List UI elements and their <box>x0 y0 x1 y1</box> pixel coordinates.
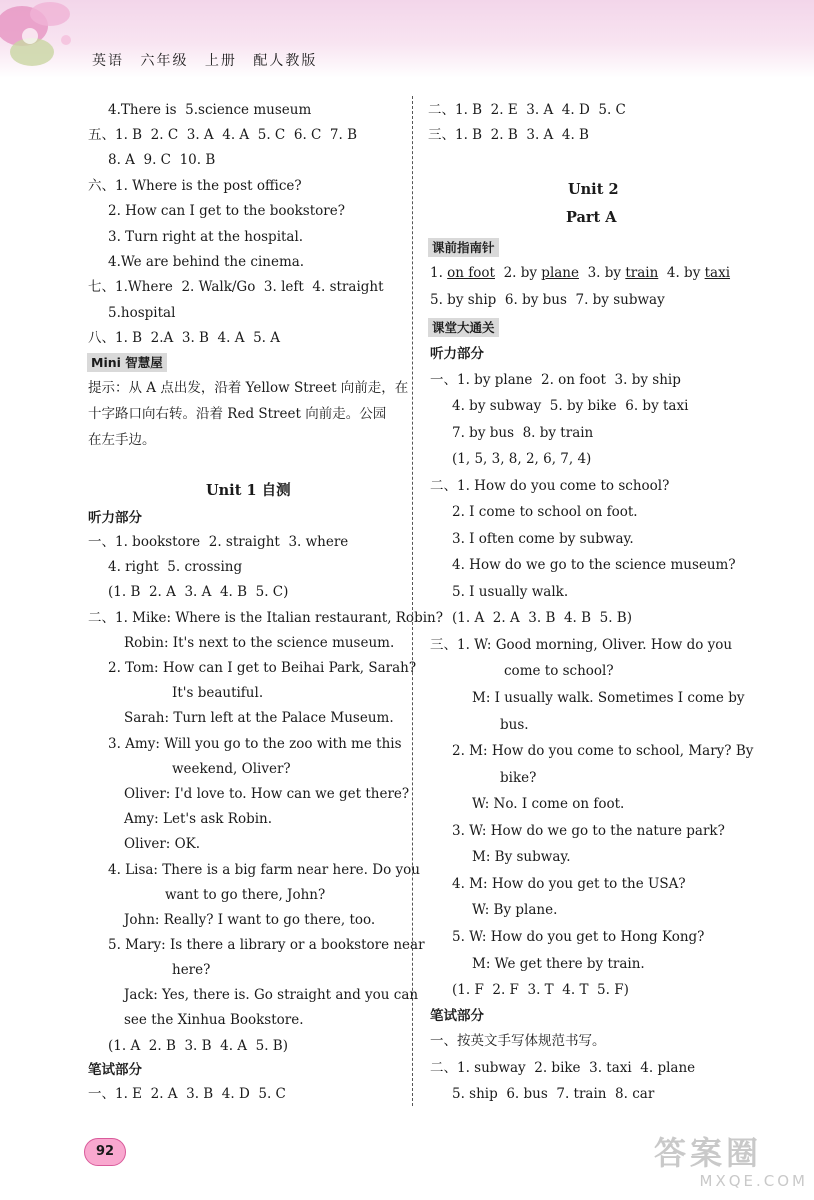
answer-line: 一、1. bookstore 2. straight 3. where <box>88 534 349 550</box>
answer-line: 4. by subway 5. by bike 6. by taxi <box>452 398 689 414</box>
underlined-answer: on foot <box>447 265 495 281</box>
answer-line: Sarah: Turn left at the Palace Museum. <box>124 710 394 726</box>
answer-line: 2. Tom: How can I get to Beihai Park, Sarah? <box>108 660 417 676</box>
answer-line: 4. right 5. crossing <box>108 559 243 575</box>
answer-prefix: 2. by <box>503 265 542 281</box>
answer-line: (1. F 2. F 3. T 4. T 5. F) <box>452 982 629 998</box>
answer-line: 听力部分 <box>88 510 142 526</box>
answer-line: M: By subway. <box>472 849 571 865</box>
answer-line: 7. by bus 8. by train <box>452 425 594 441</box>
answer-line: 笔试部分 <box>88 1062 142 1078</box>
answer-line: bus. <box>500 717 529 733</box>
answer-line: (1. B 2. A 3. A 4. B 5. C) <box>108 584 289 600</box>
answer-line: 一、1. E 2. A 3. B 4. D 5. C <box>88 1086 286 1102</box>
answer-line: 4.There is 5.science museum <box>108 102 312 118</box>
answer-line: see the Xinhua Bookstore. <box>124 1012 304 1028</box>
answer-line: M: We get there by train. <box>472 956 645 972</box>
answer-line: Unit 2 <box>568 181 619 198</box>
answer-line: 4. How do we go to the science museum? <box>452 557 736 573</box>
answer-line: 2. I come to school on foot. <box>452 504 638 520</box>
answer-line: 5. Mary: Is there a library or a bookstore near <box>108 937 425 953</box>
class-tag: 课堂大通关 <box>428 318 499 337</box>
answer-line: Part A <box>566 209 617 226</box>
answer-line: Oliver: OK. <box>124 836 201 852</box>
answer-line: 五、1. B 2. C 3. A 4. A 5. C 6. C 7. B <box>88 127 358 143</box>
answer-line: 8. A 9. C 10. B <box>108 152 216 168</box>
answer-line: Jack: Yes, there is. Go straight and you can <box>124 987 419 1003</box>
answer-line: 4. Lisa: There is a big farm near here. Do you <box>108 862 420 878</box>
answer-line: W: By plane. <box>472 902 558 918</box>
answer-line: Amy: Let's ask Robin. <box>124 811 273 827</box>
answer-line: 3. W: How do we go to the nature park? <box>452 823 725 839</box>
answer-line: 七、1.Where 2. Walk/Go 3. left 4. straight <box>88 279 384 295</box>
answer-line: 三、1. W: Good morning, Oliver. How do you <box>430 637 733 653</box>
answer-line: 2. M: How do you come to school, Mary? By <box>452 743 754 759</box>
answer-line: 3. I often come by subway. <box>452 531 634 547</box>
answer-prefix: 3. by <box>587 265 626 281</box>
underlined-answer: plane <box>541 265 579 281</box>
watermark <box>654 1134 808 1196</box>
answer-prefix: 1. <box>430 265 448 281</box>
answer-line: 5. I usually walk. <box>452 584 569 600</box>
answer-line: 六、1. Where is the post office? <box>88 178 302 194</box>
answer-line: 5. by ship 6. by bus 7. by subway <box>430 292 665 308</box>
answer-line: 提示：从 A 点出发，沿着 Yellow Street 向前走，在 <box>88 380 409 396</box>
answer-line: 5.hospital <box>108 305 176 321</box>
answer-line: here? <box>172 962 211 978</box>
answer-line: M: I usually walk. Sometimes I come by <box>472 690 745 706</box>
answer-line: bike? <box>500 770 537 786</box>
watermark-url: MXQE.COM <box>699 1172 808 1190</box>
preview-tag: 课前指南针 <box>428 238 499 257</box>
answer-line: 十字路口向右转。沿着 Red Street 向前走。公园 <box>88 406 387 422</box>
answer-line: It's beautiful. <box>172 685 264 701</box>
answer-line: 2. How can I get to the bookstore? <box>108 203 345 219</box>
answer-prefix: 4. by <box>666 265 705 281</box>
answer-line: 5. ship 6. bus 7. train 8. car <box>452 1086 655 1102</box>
underlined-answers-1 <box>430 264 739 282</box>
answer-line: 一、按英文手写体规范书写。 <box>430 1033 606 1049</box>
answer-line: 二、1. subway 2. bike 3. taxi 4. plane <box>430 1060 696 1076</box>
answer-line: 在左手边。 <box>88 432 156 448</box>
flower-decoration-icon <box>0 0 90 78</box>
mini-tag: Mini 智慧屋 <box>87 353 167 372</box>
answer-line: 八、1. B 2.A 3. B 4. A 5. A <box>88 330 280 346</box>
underlined-answer: train <box>625 265 659 281</box>
answer-line: 二、1. How do you come to school? <box>430 478 670 494</box>
answer-line: 三、1. B 2. B 3. A 4. B <box>428 127 589 143</box>
answer-line: Oliver: I'd love to. How can we get there? <box>124 786 410 802</box>
book-title: 英语 六年级 上册 配人教版 <box>92 53 318 69</box>
answer-line: John: Really? I want to go there, too. <box>124 912 376 928</box>
answer-line: 二、1. Mike: Where is the Italian restaurant, Robin? <box>88 610 443 626</box>
answer-line: 4. M: How do you get to the USA? <box>452 876 686 892</box>
answer-line: want to go there, John? <box>165 887 326 903</box>
answer-line: Unit 1 自测 <box>206 482 291 499</box>
answer-line: W: No. I come on foot. <box>472 796 625 812</box>
answer-line: weekend, Oliver? <box>172 761 291 777</box>
watermark-text: 答案圈 <box>654 1134 763 1172</box>
answer-line: (1, 5, 3, 8, 2, 6, 7, 4) <box>452 451 592 467</box>
answer-line: 3. Amy: Will you go to the zoo with me this <box>108 736 402 752</box>
answer-line: (1. A 2. A 3. B 4. B 5. B) <box>452 610 632 626</box>
answer-line: 听力部分 <box>430 346 484 362</box>
answer-line: come to school? <box>504 663 614 679</box>
answer-line: Robin: It's next to the science museum. <box>124 635 395 651</box>
column-divider <box>412 96 413 1106</box>
answer-line: 二、1. B 2. E 3. A 4. D 5. C <box>428 102 626 118</box>
underlined-answer: taxi <box>704 265 731 281</box>
answer-line: 4.We are behind the cinema. <box>108 254 305 270</box>
answer-line: 一、1. by plane 2. on foot 3. by ship <box>430 372 681 388</box>
answer-line: 3. Turn right at the hospital. <box>108 229 304 245</box>
page-number: 92 <box>84 1138 126 1166</box>
answer-line: 笔试部分 <box>430 1008 484 1024</box>
answer-line: (1. A 2. B 3. B 4. A 5. B) <box>108 1038 288 1054</box>
answer-line: 5. W: How do you get to Hong Kong? <box>452 929 705 945</box>
